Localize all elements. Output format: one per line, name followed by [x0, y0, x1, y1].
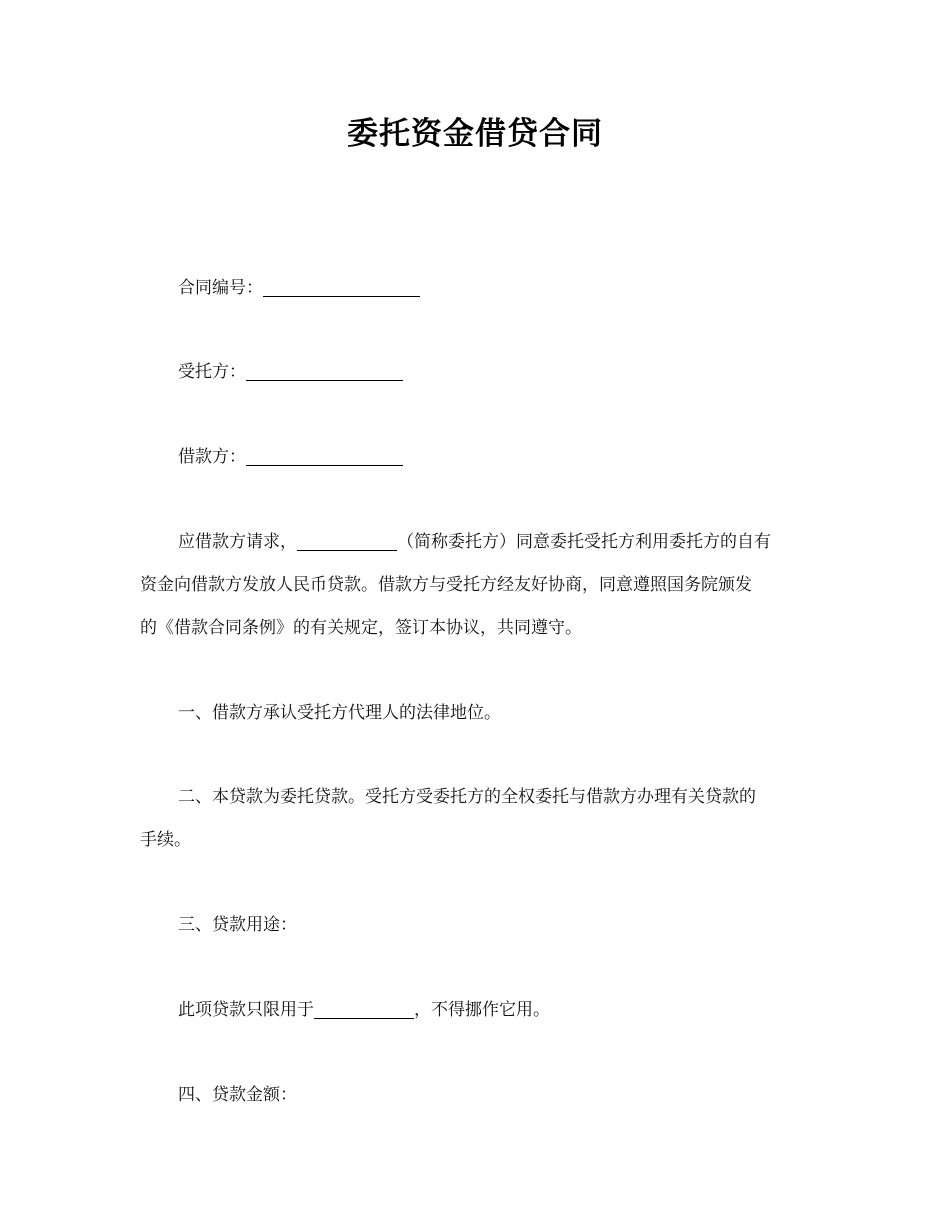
clause-3-heading: 三、贷款用途：	[178, 915, 297, 935]
document-title: 委托资金借贷合同	[347, 116, 603, 152]
contract-number-label: 合同编号：	[178, 278, 263, 298]
clause-4-heading: 四、贷款金额：	[178, 1085, 297, 1105]
trustee-line	[178, 361, 858, 383]
preamble-text-2: （简称委托方）同意委托受托方利用委托方的自有	[397, 532, 771, 552]
clause-3-detail	[178, 999, 858, 1021]
loan-purpose-blank[interactable]	[314, 1000, 414, 1019]
preamble-line-1	[178, 531, 858, 553]
borrower-line	[178, 446, 858, 468]
preamble-line-3: 的《借款合同条例》的有关规定，签订本协议，共同遵守。	[140, 618, 582, 638]
clause-2-line-1: 二、本贷款为委托贷款。受托方受委托方的全权委托与借款方办理有关贷款的	[178, 787, 756, 807]
clause-1: 一、借款方承认受托方代理人的法律地位。	[178, 703, 501, 723]
principal-name-blank[interactable]	[297, 532, 397, 551]
trustee-blank[interactable]	[246, 362, 403, 381]
clause-3-detail-text-2: ，不得挪作它用。	[414, 1000, 550, 1020]
borrower-label: 借款方：	[178, 447, 246, 467]
contract-number-line	[178, 277, 858, 299]
borrower-blank[interactable]	[246, 447, 403, 466]
clause-3-detail-text-1: 此项贷款只限用于	[178, 1000, 314, 1020]
trustee-label: 受托方：	[178, 362, 246, 382]
contract-number-blank[interactable]	[263, 278, 420, 297]
clause-2-line-2: 手续。	[140, 830, 191, 850]
preamble-text-1: 应借款方请求，	[178, 532, 297, 552]
preamble-line-2: 资金向借款方发放人民币贷款。借款方与受托方经友好协商，同意遵照国务院颁发	[140, 575, 752, 595]
